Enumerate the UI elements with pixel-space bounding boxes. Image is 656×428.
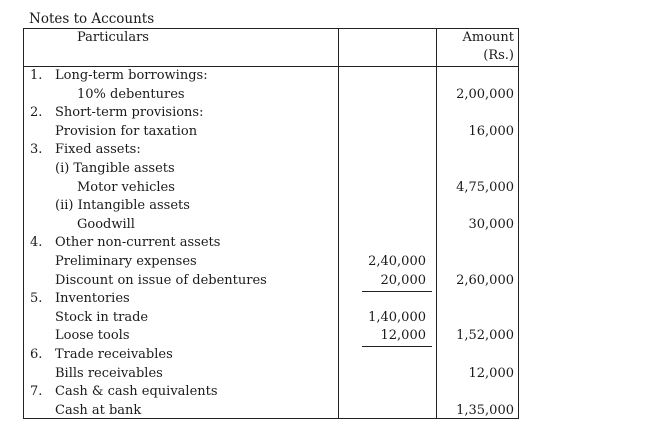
header-divider (23, 66, 519, 67)
row-number: 4. (30, 235, 43, 250)
subtotal-rule (362, 346, 432, 347)
row-number: 3. (30, 142, 43, 157)
row-number: 2. (30, 105, 43, 120)
row-label: 10% debentures (77, 87, 185, 102)
sub-amount: 20,000 (380, 273, 426, 288)
sub-amount: 12,000 (380, 328, 426, 343)
column-divider-sub (338, 28, 339, 419)
row-number: 7. (30, 384, 43, 399)
row-label: Provision for taxation (55, 124, 198, 139)
row-label: Bills receivables (55, 366, 163, 381)
row-number: 5. (30, 291, 43, 306)
column-divider-amount (436, 28, 437, 419)
section-heading: Fixed assets: (55, 142, 141, 157)
row-number: 6. (30, 347, 43, 362)
amount-value: 16,000 (468, 124, 514, 139)
amount-value: 12,000 (468, 366, 514, 381)
amount-value: 1,52,000 (456, 328, 514, 343)
notes-title: Notes to Accounts (29, 11, 155, 27)
row-label: Motor vehicles (77, 180, 175, 195)
section-heading: Trade receivables (55, 347, 173, 362)
sub-amount: 2,40,000 (368, 254, 426, 269)
amount-value: 2,00,000 (456, 87, 514, 102)
section-heading: Long-term borrowings: (55, 68, 208, 83)
amount-value: 30,000 (468, 217, 514, 232)
row-label: (ii) Intangible assets (55, 198, 190, 213)
sub-amount: 1,40,000 (368, 310, 426, 325)
row-label: Cash at bank (55, 403, 142, 418)
row-label: Preliminary expenses (55, 254, 197, 269)
row-number: 1. (30, 68, 43, 83)
row-label: Stock in trade (55, 310, 149, 325)
header-amount: Amount (462, 30, 514, 45)
section-heading: Cash & cash equivalents (55, 384, 218, 399)
amount-value: 4,75,000 (456, 180, 514, 195)
header-particulars: Particulars (77, 30, 149, 45)
row-label: (i) Tangible assets (55, 161, 175, 176)
row-label: Goodwill (77, 217, 135, 232)
amount-value: 2,60,000 (456, 273, 514, 288)
subtotal-rule (362, 291, 432, 292)
amount-value: 1,35,000 (456, 403, 514, 418)
section-heading: Inventories (55, 291, 130, 306)
header-amount-unit: (Rs.) (483, 48, 514, 63)
section-heading: Short-term provisions: (55, 105, 204, 120)
row-label: Loose tools (55, 328, 130, 343)
row-label: Discount on issue of debentures (55, 273, 267, 288)
section-heading: Other non-current assets (55, 235, 221, 250)
